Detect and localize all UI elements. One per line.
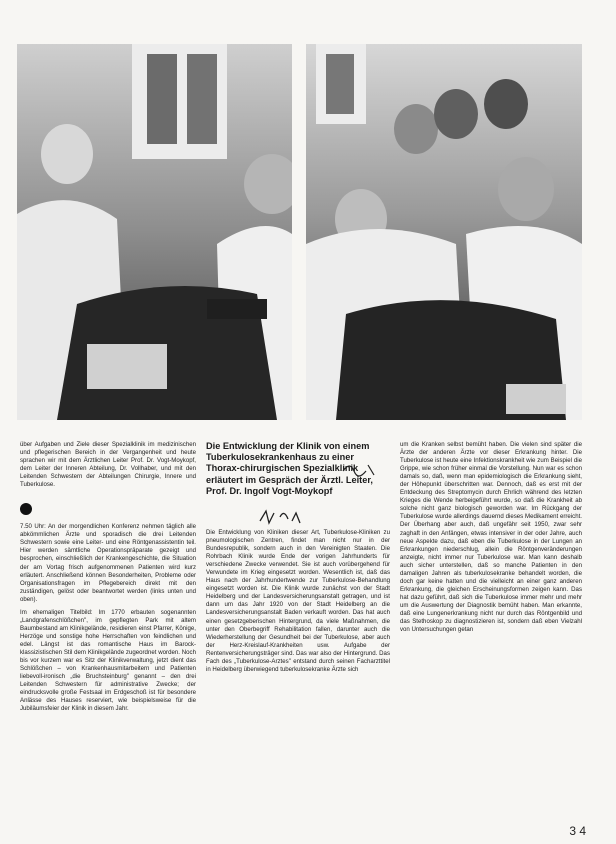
interview-continued-text: um die Kranken selbst bemüht haben. Die vielen sind später die Ärzte der anderen Ärzte vor dieser Erkrankung hinter. Die Tuberkulose ist heute eine Infektionskrankheit wie zum Beispiel die Grippe, wie schon früher einmal die Vorstellung. Nun war es schon damals so, daß, wenn man epidemiologisch die Erkrankung sieht, der Höhepunkt überschritten war. Dennoch, daß es erst mit der Entdeckung des Streptomycin durch Ehrlich während des letzten Krieges die Wende herbeigeführt wurde, so daß die Krankheit ab solche nicht ganz biologisch geworden war. Im Rückgang der Tuberkulose wurde allerdings dauernd dieses Medikament erreicht. Der Überhang aber auch, daß ungefähr seit 1950, zwar sehr zaghaft in den Anfängen, etwas intensiver in der oder Jahre, auch neue Aspekte dazu, daß eben die Tuberkulose in der Lungen an Erkrankungen niederschlug, allein die Röntgenveränderungen anzeigte, nicht immer nur Tuberkulose war. Man kann deshalb auch sicher unterstellen, daß so manche Patienten in den damaligen Jahren als tuberkulosekranke behandelt worden, die doch gar keine hatten und die vielleicht an einer ganz anderen Erkrankung, die gleichen Erscheinungsformen zeigen kann. Das hat dazu geführt, daß sich die Tuberkulose immer mehr und mehr um die Auswertung der Diagnostik bemüht haben. Man erkannte, daß eine Lungenerkrankung nicht nur durch das Röntgenbild und das Stethoskop zu diagnostizieren ist, sondern daß eben Vielzahl von Untersuchungen getan	[400, 441, 582, 634]
caption-conference: 7.50 Uhr: An der morgendlichen Konferenz nehmen täglich alle abkömmlichen Ärzte und sporadisch die drei Leitenden Schwestern sowie eine Leiter- und eine Röntgenassistentin teil. Hier werden sämtliche Operationspräparate gezeigt und besprochen, einschließlich der Krankengeschichte, die Situation der am Vortag frisch aufgenommenen Patienten wird kurz erläutert. Anschließend können Besonderheiten, Probleme oder Organisationsfragen im Pflegebereich direkt mit den zuständigen, gelöst oder beantwortet werden (links unten und oben).	[20, 523, 196, 603]
signature-area	[206, 505, 390, 529]
handwritten-mark-icon	[340, 459, 380, 481]
photo-conference-left-image	[17, 44, 292, 420]
middle-text-column	[206, 441, 390, 823]
right-text-column	[400, 441, 582, 823]
caption-cover-photo: Im ehemaligen Titelbild: Im 1770 erbauten sogenannten „Landgrafenschlößchen", im gepflegten Park mit altem Baumbestand am Klinikgelände, residieren einst Pfarrer, Könige, Herzöge und sonstige hohe Herrschaften von feindlichen und edel. Längst ist das romantische Haus im Barock-klassizistischen Stil dem Klinikgelände zugeordnet worden. Noch bis vor kurzem war es Sitz der Klinikverwaltung, jetzt dient das Schlößchen – von Krankenhausmitarbeitern und Patienten liebevoll-ironisch „die Bruchsteinburg" genannt – den drei Leitenden Schwestern für administrative Zwecke; der eindrucksvolle große Festsaal im Erdgeschoß ist für besondere Anlässe des Hauses reserviert, wie beispielsweise für die Jubiläumsfeier der Klinik in diesem Jahr.	[20, 608, 196, 713]
interview-body-text: Die Entwicklung von Kliniken dieser Art, Tuberkulose-Kliniken zu pneumologischen Zentren, findet man nicht nur in der Bundesrepublik, sondern auch in den Vereinigten Staaten. Die Rohrbach Klinik wurde Ende der vorigen Jahrhunderts für verschiedene Zwecke verwendet. Sie ist auch vorübergehend für Verwundete im Krieg eingesetzt worden. Wesentlich ist, daß das Haus nach der Jahrhundertwende zur Tuberkulose-Behandlung eingesetzt worden ist. Die Klinik wurde zunächst von der Stadt Heidelberg und der Landesversicherungsanstalt getragen, und ist dann um das Jahr 1920 von der Stadt Heidelberg an die Landesversicherungsanstalt Baden verkauft worden. Das hat auch einen gesetzgeberischen Hintergrund, da viele Maßnahmen, die unter den Oberbegriff Rehabilitation fallen, darunter auch die Wiederherstellung der Gesundheit bei der Tuberkulose, aber auch der Herz-Kreislauf-Krankheiten usw. Aufgabe der Rentenversicherungsträger sind. Das war also der Hintergrund. Das Fach des „Tuberkulose-Arztes" entstand durch seinen Facharzttitel in Heidelberg überwiegend tuberkulosekranke Ärzte sich	[206, 529, 390, 673]
lede-text: über Aufgaben und Ziele dieser Spezialklinik im medizinischen und pflegerischen Bereich in der Vergangenheit und heute sprachen wir mit dem Ärztlichen Leiter Prof. Dr. Vogt-Moykopf, dem Leiter der Inneren Abteilung, Dr. Vollhaber, und mit den Leitenden Schwestern der Abteilungen Chirurgie, Innere und Tuberkulose.	[20, 441, 196, 489]
photo-conference-right	[306, 44, 582, 420]
left-text-column	[20, 441, 196, 823]
handwritten-signature-icon	[256, 505, 316, 529]
lede-paragraph	[20, 441, 196, 489]
photo-conference-left	[17, 44, 292, 420]
photo-conference-right-image	[306, 44, 582, 420]
bullet-dot-icon	[20, 503, 32, 515]
caption-block	[20, 523, 196, 713]
page-number: 3 4	[569, 824, 586, 838]
article-headline: Die Entwicklung der Klinik von einem Tuberkulosekrankenhaus zu einer Thorax-chirurgischen Spezialklinik erläutert im Gespräch der Ärztl. Leiter, Prof. Dr. Ingolf Vogt-Moykopf	[206, 441, 373, 496]
